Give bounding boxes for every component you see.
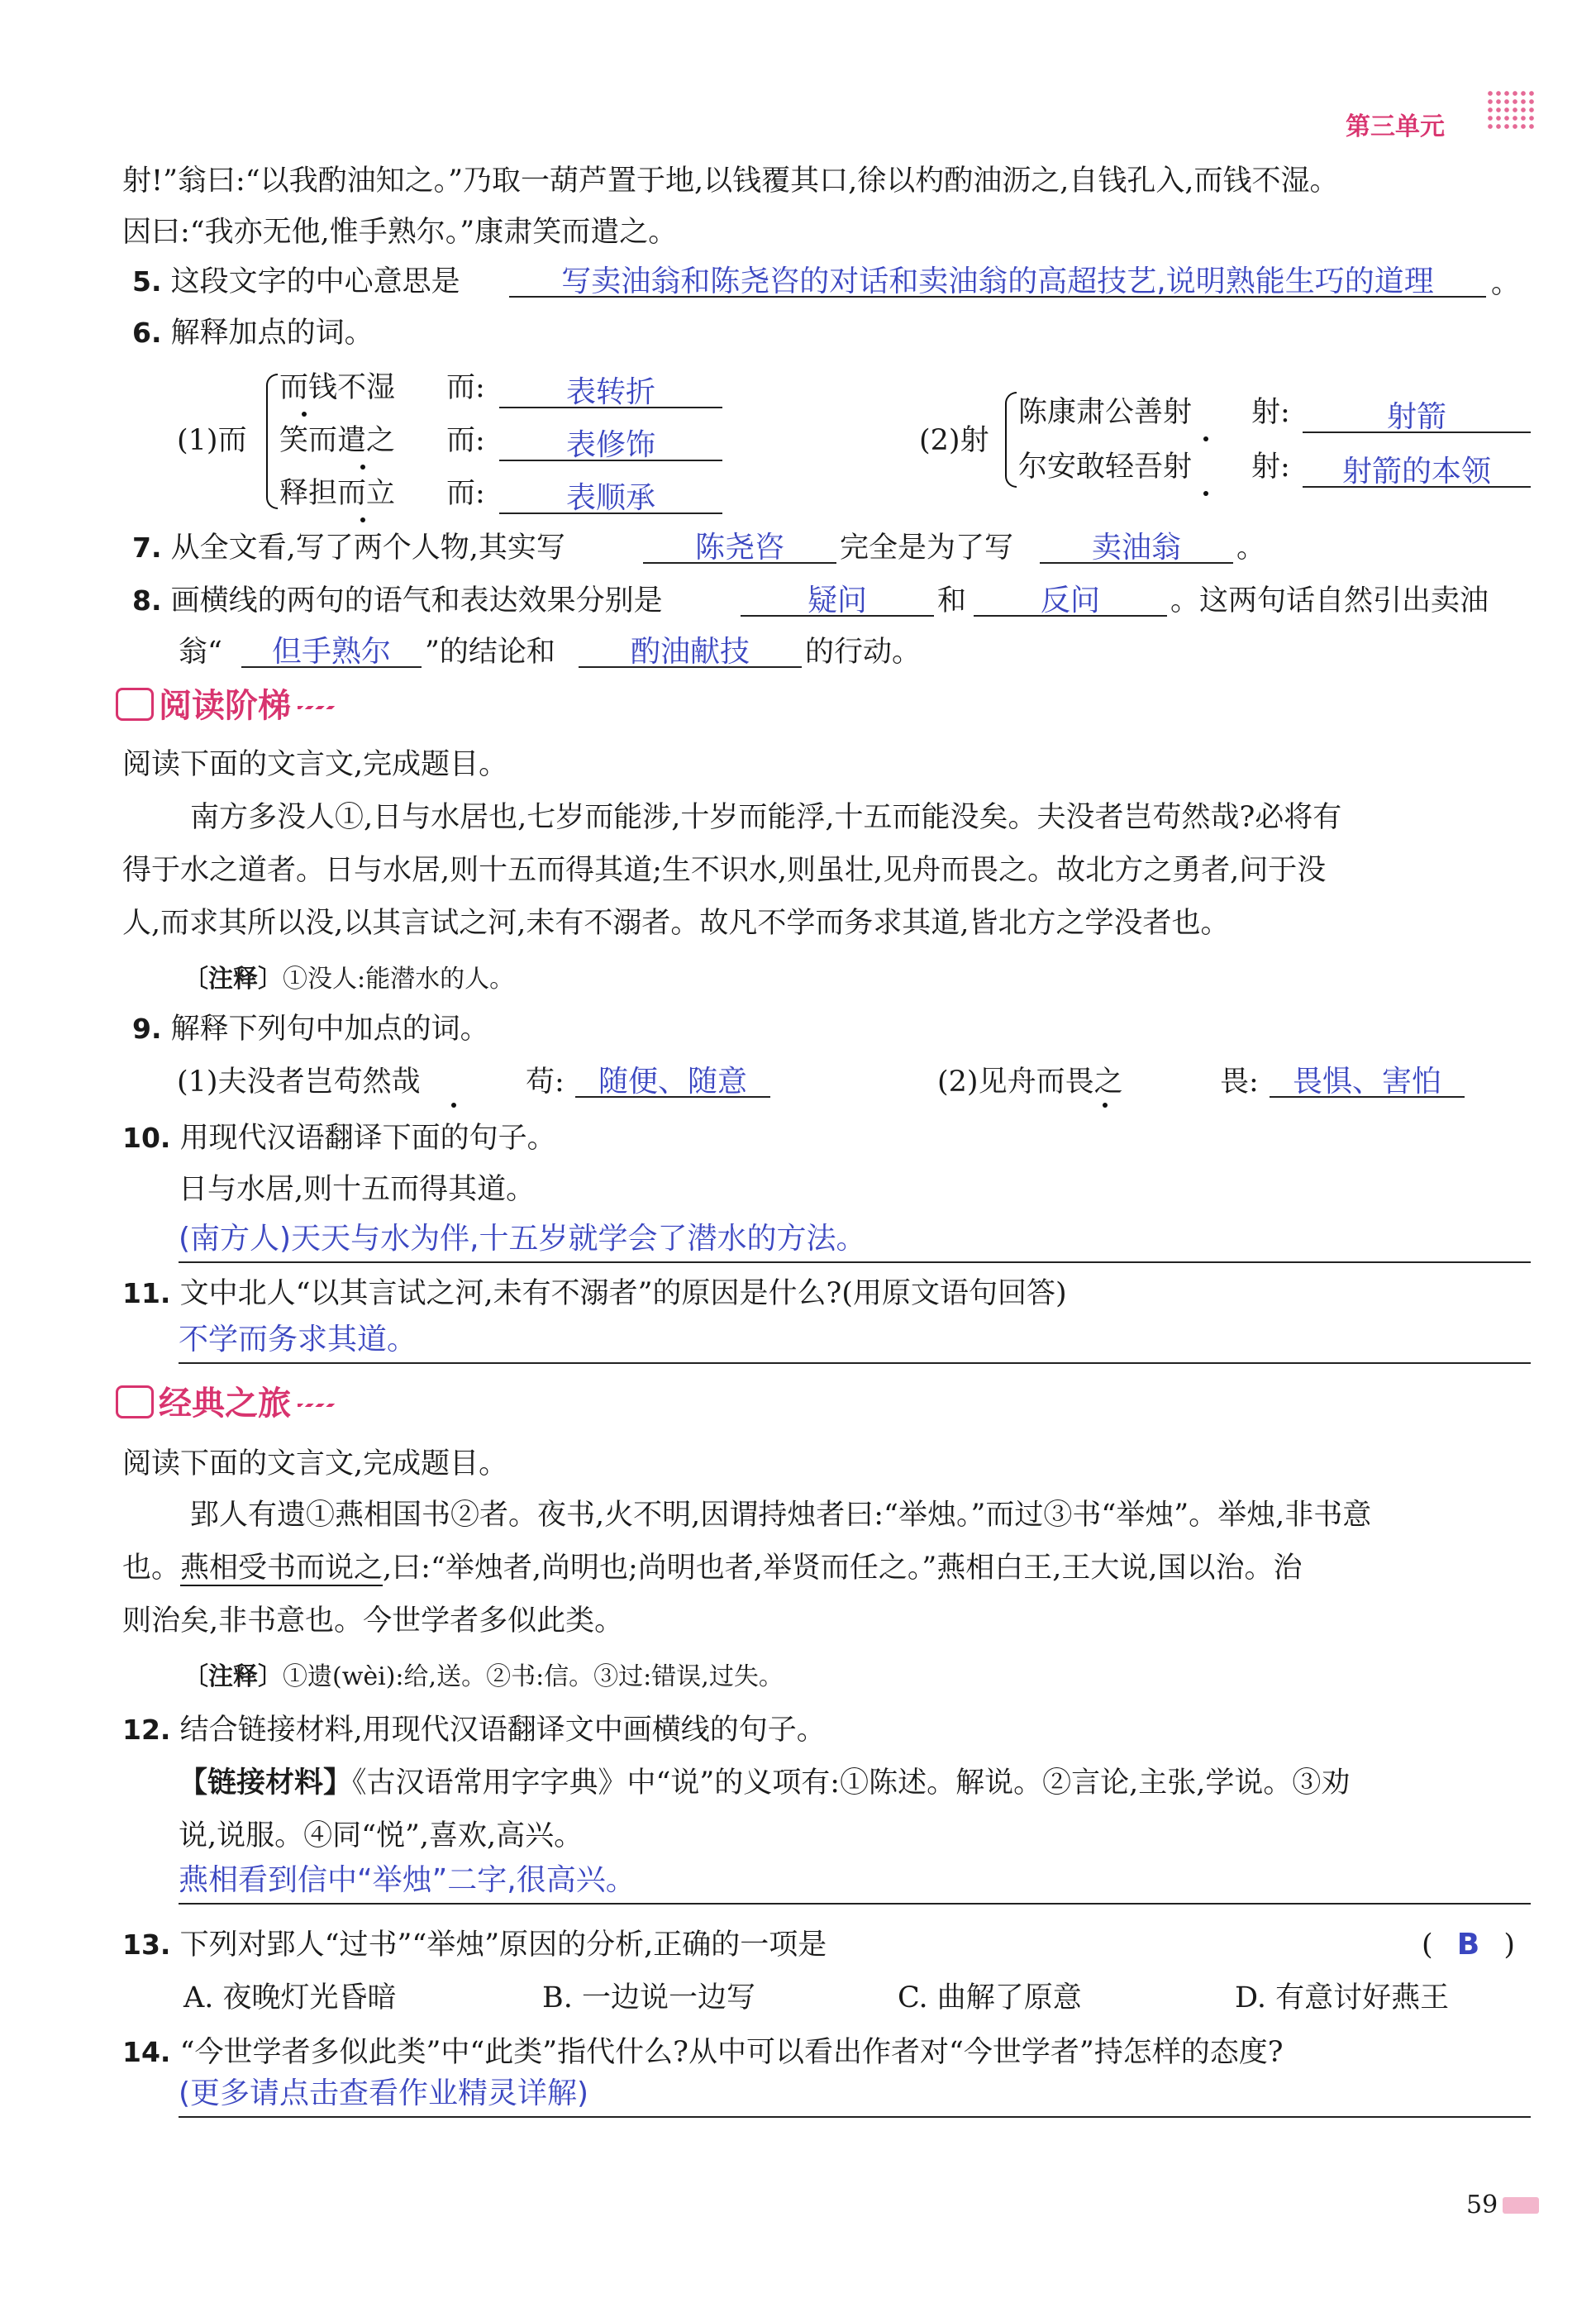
hourglass-icon xyxy=(116,1385,154,1418)
emphasis-dot xyxy=(360,465,365,470)
answer-text: 不学而务求其道。 xyxy=(179,1323,417,1356)
answer-bracket[interactable] xyxy=(1422,1926,1515,1964)
word-label: 苟: xyxy=(526,1066,565,1099)
emphasis-dot xyxy=(302,412,307,417)
phrase: 陈康肃公善射 xyxy=(1018,396,1193,429)
section-title: 阅读阶梯 xyxy=(159,687,291,725)
phrase: 笑而遣之 xyxy=(279,424,396,457)
answer-blank[interactable] xyxy=(1303,453,1531,488)
sentence: 日与水居,则十五而得其道。 xyxy=(179,1173,536,1206)
emphasis-dot xyxy=(1103,1103,1108,1108)
answer-text: 射箭的本领 xyxy=(1341,455,1491,489)
page-tab-decoration xyxy=(1503,2197,1539,2214)
option-b[interactable]: B. 一边说一边写 xyxy=(542,1981,755,2014)
question-11 xyxy=(122,1275,1067,1313)
passage-line: 郢人有遗①燕相国书②者。夜书,火不明,因谓持烛者曰:“举烛。”而过③书“举烛”。举烛,非书意 xyxy=(190,1499,1372,1532)
option-a[interactable]: A. 夜晚灯光昏暗 xyxy=(183,1981,397,2014)
instruction: 阅读下面的文言文,完成题目。 xyxy=(122,748,508,781)
passage-line: 因曰:“我亦无他,惟手熟尔。”康肃笑而遣之。 xyxy=(122,216,678,249)
bracket: ) xyxy=(1503,1928,1516,1962)
answer-text: 表顺承 xyxy=(565,481,655,515)
answer-blank[interactable] xyxy=(579,633,802,668)
answer-blank[interactable] xyxy=(499,479,722,514)
option-c[interactable]: C. 曲解了原意 xyxy=(898,1981,1082,2014)
section-classic-journey xyxy=(116,1377,336,1424)
note-tag: 〔注释〕 xyxy=(183,965,283,994)
group-label: (1)而 xyxy=(177,424,247,457)
phrase: 而钱不湿 xyxy=(279,371,396,404)
question-6 xyxy=(132,314,374,352)
question-text: 结合链接材料,用现代汉语翻译文中画横线的句子。 xyxy=(179,1714,826,1747)
question-number: 10. xyxy=(122,1122,171,1154)
passage-line: 射!”翁曰:“以我酌油知之。”乃取一葫芦置于地,以钱覆其口,徐以杓酌油沥之,自钱孔入,而钱不湿。 xyxy=(122,164,1339,198)
punctuation: 。 xyxy=(1491,267,1521,300)
question-text: 这段文字的中心意思是 xyxy=(170,265,460,298)
question-8 xyxy=(132,582,663,620)
question-text: 下列对郢人“过书”“举烛”原因的分析,正确的一项是 xyxy=(179,1928,827,1962)
phrase: 尔安敢轻吾射 xyxy=(1018,451,1193,484)
answer-text: 燕相看到信中“举烛”二字,很高兴。 xyxy=(179,1863,636,1897)
question-12 xyxy=(122,1711,826,1749)
answer-blank[interactable] xyxy=(575,1063,770,1098)
question-text: 。这两句话自然引出卖油 xyxy=(1170,584,1489,617)
link-tag: 【链接材料】 xyxy=(179,1766,353,1800)
passage-text: ,曰:“举烛者,尚明也;尚明也者,举贤而任之。”燕相白王,王大说,国以治。治 xyxy=(383,1552,1303,1585)
punctuation: 。 xyxy=(1236,532,1266,565)
answer-text: 随便、随意 xyxy=(598,1065,747,1099)
answer-blank[interactable] xyxy=(241,633,422,668)
page-number: 59 xyxy=(1466,2191,1498,2219)
word-label: 而: xyxy=(446,371,485,404)
question-9 xyxy=(132,1010,489,1048)
dash-decoration xyxy=(298,706,336,709)
section-reading-ladder xyxy=(116,679,336,727)
question-number: 8. xyxy=(132,584,162,617)
dash-decoration xyxy=(298,1404,336,1407)
note-tag: 〔注释〕 xyxy=(183,1662,283,1691)
annotation xyxy=(183,961,514,999)
answer-blank[interactable] xyxy=(1040,529,1233,564)
answer-blank[interactable] xyxy=(643,529,836,564)
question-text: 翁“ xyxy=(179,636,222,669)
question-text: 的行动。 xyxy=(805,636,922,669)
answer-text: 射箭 xyxy=(1386,400,1446,434)
question-text: 文中北人“以其言试之河,未有不溺者”的原因是什么?(用原文语句回答) xyxy=(179,1277,1067,1310)
question-number: 11. xyxy=(122,1277,171,1309)
phrase: 释担而立 xyxy=(279,477,396,510)
answer-text: 写卖油翁和陈尧咨的对话和卖油翁的高超技艺,说明熟能生巧的道理 xyxy=(561,265,1434,298)
brace xyxy=(266,374,278,509)
emphasis-dot xyxy=(451,1103,456,1108)
word-label: 而: xyxy=(446,477,485,510)
answer-line[interactable] xyxy=(179,1903,1531,1905)
question-5 xyxy=(132,263,460,301)
answer-text: 反问 xyxy=(1040,584,1100,617)
link-material xyxy=(179,1764,1350,1802)
answer-blank[interactable] xyxy=(509,263,1486,298)
passage-line: 南方多没人①,日与水居也,七岁而能涉,十岁而能浮,十五而能没矣。夫没者岂苟然哉?必将有 xyxy=(190,801,1342,834)
answer-blank[interactable] xyxy=(974,582,1167,617)
answer-blank[interactable] xyxy=(499,374,722,408)
answer-blank[interactable] xyxy=(499,427,722,461)
dots-decoration-icon xyxy=(1486,89,1536,132)
link-material: 说,说服。④同“悦”,喜欢,高兴。 xyxy=(179,1819,584,1852)
annotation xyxy=(183,1658,784,1696)
question-7 xyxy=(132,529,565,567)
underlined-sentence: 燕相受书而说之 xyxy=(180,1552,384,1585)
bracket: ( xyxy=(1422,1928,1433,1962)
question-text: ”的结论和 xyxy=(425,636,555,669)
unit-title: 第三单元 xyxy=(1346,112,1445,141)
passage-line xyxy=(122,1549,1303,1587)
word-label: 射: xyxy=(1251,451,1290,484)
question-text: 画横线的两句的语气和表达效果分别是 xyxy=(170,584,663,617)
answer-line[interactable] xyxy=(179,1362,1531,1364)
option-d[interactable]: D. 有意讨好燕王 xyxy=(1235,1981,1450,2014)
question-number: 9. xyxy=(132,1013,162,1045)
question-text: 解释加点的词。 xyxy=(170,317,374,350)
answer-text: 卖油翁 xyxy=(1091,531,1181,565)
question-text: 完全是为了写 xyxy=(840,532,1014,565)
question-10 xyxy=(122,1119,556,1157)
question-text: 用现代汉语翻译下面的句子。 xyxy=(179,1122,556,1155)
question-text: 从全文看,写了两个人物,其实写 xyxy=(170,532,565,565)
word-label: 射: xyxy=(1251,396,1290,429)
answer-text: 陈尧咨 xyxy=(694,531,784,565)
answer-text: 表修饰 xyxy=(565,428,655,462)
answer-blank[interactable] xyxy=(1303,398,1531,433)
question-number: 14. xyxy=(122,2036,171,2068)
question-text: 和 xyxy=(937,584,967,617)
question-number: 12. xyxy=(122,1714,171,1746)
passage-line: 得于水之道者。日与水居,则十五而得其道;生不识水,则虽壮,见舟而畏之。故北方之勇者,问于没 xyxy=(122,854,1327,887)
item-text: (1)夫没者岂苟然哉 xyxy=(177,1066,421,1099)
note-text: ①没人:能潜水的人。 xyxy=(283,965,515,994)
answer-text: 表转折 xyxy=(565,375,655,409)
question-text: “今世学者多似此类”中“此类”指代什么?从中可以看出作者对“今世学者”持怎样的态度? xyxy=(179,2036,1284,2069)
answer-line[interactable] xyxy=(179,2116,1531,2118)
emphasis-dot xyxy=(1203,491,1208,496)
question-number: 6. xyxy=(132,317,162,349)
emphasis-dot xyxy=(1203,436,1208,441)
note-text: ①遗(wèi):给,送。②书:信。③过:错误,过失。 xyxy=(283,1662,784,1691)
word-label: 畏: xyxy=(1220,1066,1259,1099)
passage-line: 人,而求其所以没,以其言试之河,未有不溺者。故凡不学而务求其道,皆北方之学没者也。 xyxy=(122,907,1230,940)
link-text: 《古汉语常用字字典》中“说”的义项有:①陈述。解说。②言论,主张,学说。③劝 xyxy=(352,1766,1351,1800)
word-label: 而: xyxy=(446,424,485,457)
brace xyxy=(1005,392,1017,488)
answer-line[interactable] xyxy=(179,1261,1531,1263)
ladder-icon xyxy=(116,688,154,721)
question-text: 解释下列句中加点的词。 xyxy=(170,1013,489,1046)
section-title: 经典之旅 xyxy=(159,1385,291,1423)
question-14 xyxy=(122,2033,1284,2071)
answer-blank[interactable] xyxy=(741,582,934,617)
item-text: (2)见舟而畏之 xyxy=(937,1066,1123,1099)
answer-text: 但手熟尔 xyxy=(271,635,391,669)
question-number: 13. xyxy=(122,1928,171,1961)
answer-text: (南方人)天天与水为伴,十五岁就学会了潜水的方法。 xyxy=(179,1222,866,1256)
emphasis-dot xyxy=(360,517,365,522)
answer-text[interactable]: (更多请点击查看作业精灵详解) xyxy=(179,2076,589,2110)
question-13 xyxy=(122,1926,827,1964)
answer-blank[interactable] xyxy=(1270,1063,1465,1098)
passage-line: 则治矣,非书意也。今世学者多似此类。 xyxy=(122,1604,624,1638)
group-label: (2)射 xyxy=(919,424,989,457)
answer-text: 畏惧、害怕 xyxy=(1292,1065,1441,1099)
question-number: 7. xyxy=(132,532,162,564)
question-number: 5. xyxy=(132,265,162,298)
answer-text: B xyxy=(1456,1928,1480,1962)
passage-text: 也。 xyxy=(122,1552,181,1585)
answer-text: 疑问 xyxy=(807,584,867,617)
answer-text: 酌油献技 xyxy=(630,635,750,669)
instruction: 阅读下面的文言文,完成题目。 xyxy=(122,1447,508,1480)
